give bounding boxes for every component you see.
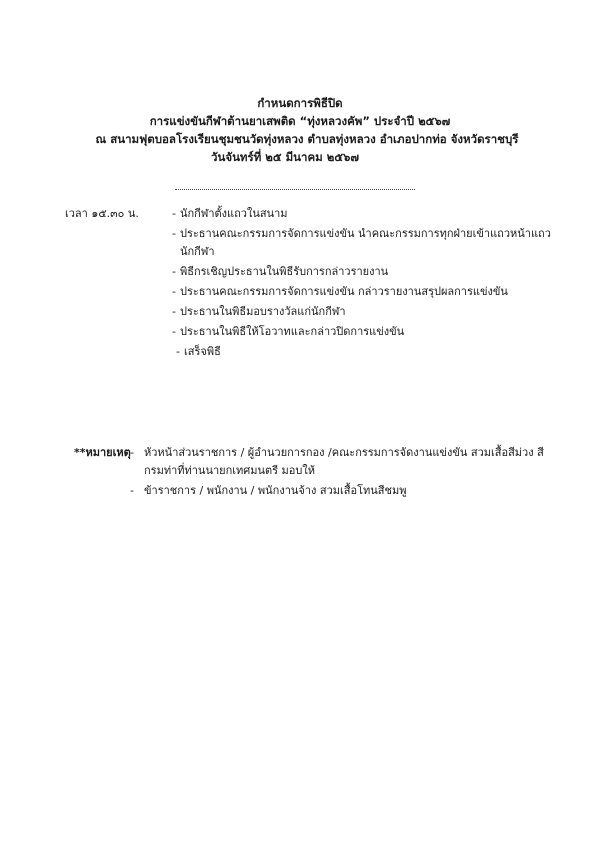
event-venue: ณ สนามฟุตบอลโรงเรียนชุมชนวัดทุ่งหลวง ตำบลทุ่งหลวง อำเภอปากท่อ จังหวัดราชบุรี	[95, 132, 519, 146]
schedule-time: เวลา ๑๕.๓๐ น.	[65, 207, 139, 220]
document-header	[0, 94, 600, 166]
event-name: การแข่งขันกีฬาต้านยาเสพติด “ทุ่งหลวงคัพ” ประจำปี ๒๕๖๗	[149, 114, 451, 128]
schedule-item: - ประธานคณะกรรมการจัดการแข่งขัน นำคณะกรรมการทุกฝ่ายเข้าแถวหน้าแถวนักกีฬา	[172, 227, 551, 258]
remark-item: - หัวหน้าส่วนราชการ / ผู้อำนวยการกอง /คณะกรรมการจัดงานแข่งขัน สวมเสื้อสีม่วง สีกรมท่าที่ท่านนายกเทศมนตรี มอบให้	[130, 446, 544, 477]
remarks-label: **หมายเหตุ	[74, 446, 131, 459]
remarks-list	[130, 444, 550, 502]
dotted-divider	[175, 189, 415, 190]
event-date: วันจันทร์ที่ ๒๕ มีนาคม ๒๕๖๗	[211, 150, 359, 164]
schedule-item: - ประธานคณะกรรมการจัดการแข่งขัน กล่าวรายงานสรุปผลการแข่งขัน	[172, 285, 508, 298]
schedule-item: - นักกีฬาตั้งแถวในสนาม	[172, 207, 288, 220]
schedule-list	[172, 205, 552, 363]
schedule-item: - เสร็จพิธี	[176, 345, 221, 358]
document-title: กำหนดการพิธีปิด	[257, 96, 343, 110]
schedule-item: - ประธานในพิธีมอบรางวัลแก่นักกีฬา	[172, 305, 346, 318]
schedule-item: - พิธีกรเชิญประธานในพิธีรับการกล่าวรายงาน	[172, 265, 389, 278]
remark-item: - ข้าราชการ / พนักงาน / พนักงานจ้าง สวมเสื้อโทนสีชมพู	[130, 484, 407, 497]
schedule-item: - ประธานในพิธีให้โอวาทและกล่าวปิดการแข่งขัน	[172, 325, 405, 338]
